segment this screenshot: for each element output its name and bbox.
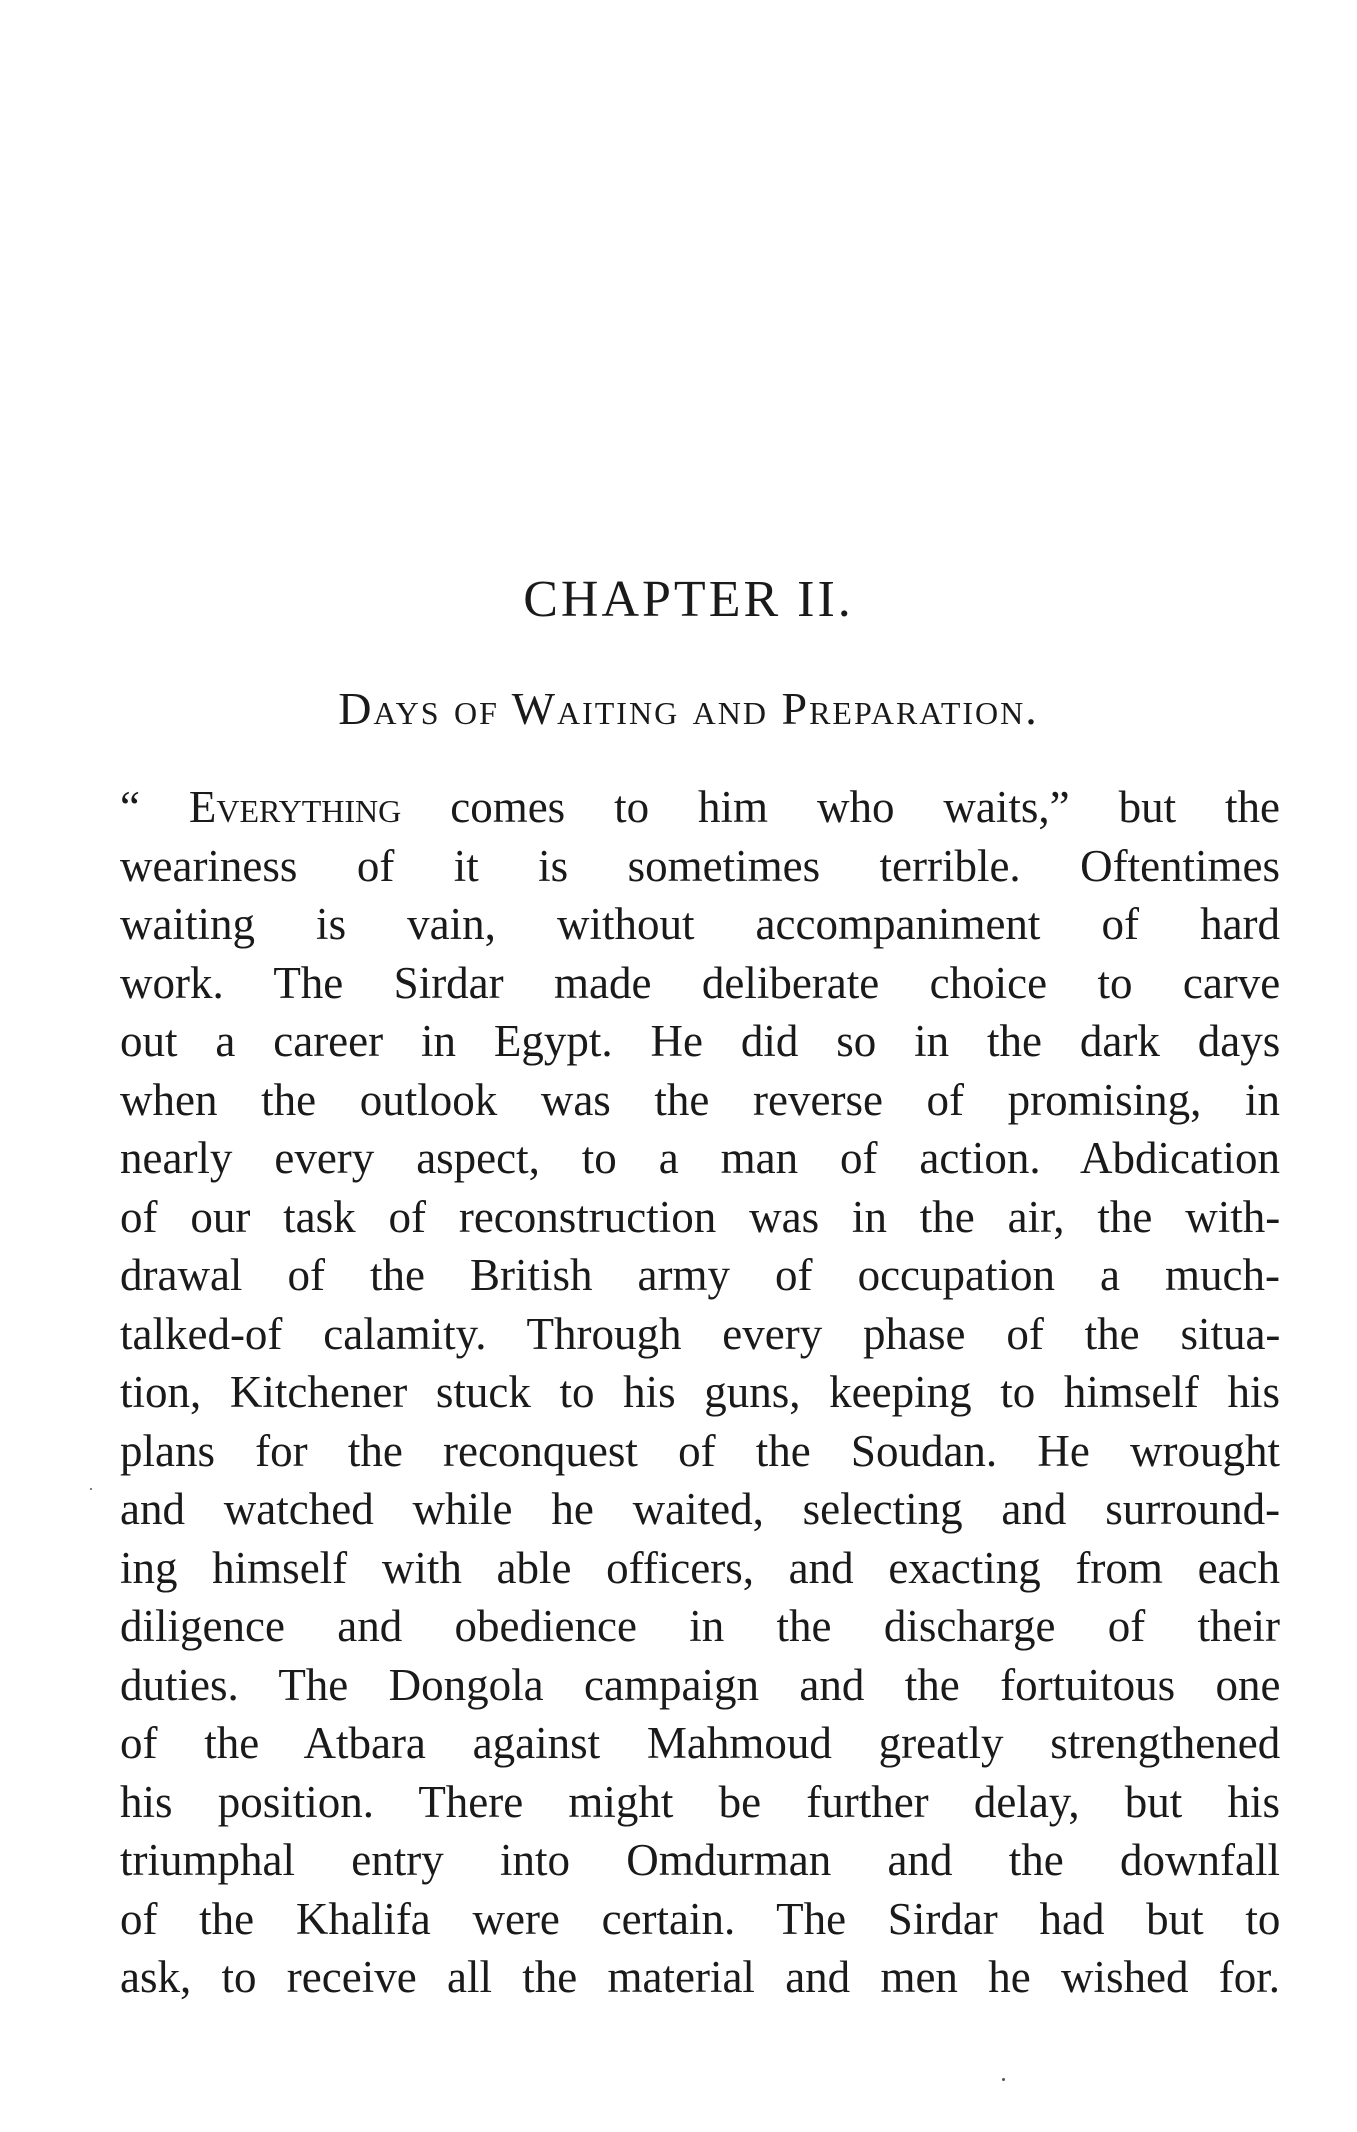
- text-line: of the Khalifa were certain. The Sirdar had but to: [120, 1893, 1280, 1944]
- text-line-rest: comes to him who waits,” but the: [450, 782, 1280, 832]
- text-line: and watched while he waited, selecting and surround-: [120, 1484, 1280, 1534]
- text-line: of the Atbara against Mahmoud greatly strengthened: [120, 1718, 1280, 1768]
- text-line: tion, Kitchener stuck to his guns, keeping to himself his: [120, 1367, 1280, 1417]
- text-line: triumphal entry into Omdurman and the downfall: [120, 1835, 1280, 1885]
- text-line: out a career in Egypt. He did so in the dark days: [120, 1016, 1280, 1066]
- chapter-subtitle: Days of Waiting and Preparation.: [338, 683, 1039, 734]
- opening-word: “ Everything: [120, 782, 402, 832]
- text-line: diligence and obedience in the discharge of their: [120, 1601, 1280, 1651]
- text-line: of our task of reconstruction was in the air, the with-: [120, 1191, 1280, 1242]
- text-line: [120, 778, 1280, 837]
- text-line: his position. There might be further delay, but his: [120, 1776, 1280, 1827]
- text-line: plans for the reconquest of the Soudan. He wrought: [120, 1425, 1280, 1476]
- chapter-body-text: [120, 778, 1280, 2007]
- text-line: nearly every aspect, to a man of action. Abdication: [120, 1133, 1280, 1183]
- paper-speck: [1002, 2078, 1005, 2081]
- text-line: talked-of calamity. Through every phase of the situa-: [120, 1308, 1280, 1359]
- text-line: drawal of the British army of occupation a much-: [120, 1250, 1280, 1300]
- text-line: when the outlook was the reverse of promising, in: [120, 1074, 1280, 1125]
- text-line: work. The Sirdar made deliberate choice to carve: [120, 957, 1280, 1008]
- paper-speck: [90, 1488, 92, 1490]
- text-line: weariness of it is sometimes terrible. Oftentimes: [120, 840, 1280, 891]
- chapter-heading: CHAPTER II.: [523, 571, 854, 628]
- text-line: ask, to receive all the material and men he wished for.: [120, 1952, 1280, 2002]
- text-line: duties. The Dongola campaign and the fortuitous one: [120, 1659, 1280, 1710]
- text-line: ing himself with able officers, and exacting from each: [120, 1542, 1280, 1593]
- text-line: waiting is vain, without accompaniment of hard: [120, 899, 1280, 949]
